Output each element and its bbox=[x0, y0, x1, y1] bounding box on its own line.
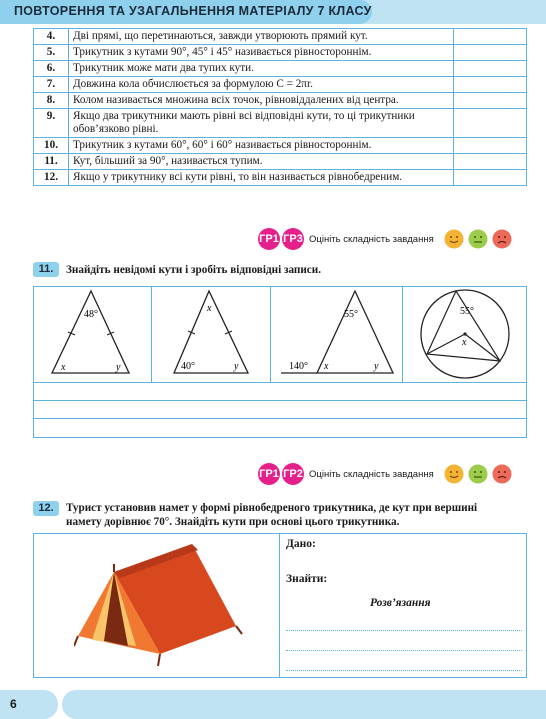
tent-image bbox=[74, 542, 244, 670]
answer-line bbox=[34, 400, 526, 401]
task-11-grid bbox=[33, 286, 527, 438]
statement-number: 4. bbox=[34, 29, 69, 45]
box-divider bbox=[279, 534, 280, 677]
task-11-number: 11. bbox=[33, 262, 59, 277]
statement-number: 11. bbox=[34, 154, 69, 170]
medium-face-icon[interactable] bbox=[468, 229, 488, 249]
angle-label: 48° bbox=[84, 309, 98, 320]
find-label: Знайти: bbox=[286, 573, 328, 585]
angle-label: y bbox=[234, 361, 239, 372]
angle-label: x bbox=[462, 337, 467, 348]
answer-line bbox=[286, 630, 522, 631]
statement-number: 12. bbox=[34, 170, 69, 186]
answer-line bbox=[34, 418, 526, 419]
hard-face-icon[interactable] bbox=[492, 464, 512, 484]
statement-row bbox=[34, 45, 527, 61]
statement-text: Трикутник з кутами 90°, 45° і 45° називається рівностороннім. bbox=[69, 45, 454, 61]
solution-label: Розв’язання bbox=[370, 597, 431, 609]
answer-cell[interactable] bbox=[454, 170, 527, 186]
page-footer bbox=[0, 690, 546, 719]
angle-label: x bbox=[207, 303, 212, 314]
statement-row bbox=[34, 77, 527, 93]
medium-face-icon[interactable] bbox=[468, 464, 488, 484]
task-12-text-line-1: Турист установив намет у формі рівнобедреного трикутника, де кут при вершині bbox=[66, 502, 478, 514]
statement-row bbox=[34, 154, 527, 170]
statement-number: 7. bbox=[34, 77, 69, 93]
answer-line bbox=[286, 650, 522, 651]
statement-text: Колом називається множина всіх точок, рівновіддалених від центра. bbox=[69, 93, 454, 109]
footer-band bbox=[62, 690, 546, 719]
angle-label: y bbox=[374, 361, 379, 372]
group-badge: ГР1 bbox=[258, 463, 280, 485]
statement-row bbox=[34, 61, 527, 77]
statement-row bbox=[34, 109, 527, 138]
task-12-box bbox=[33, 533, 527, 678]
answer-cell[interactable] bbox=[454, 93, 527, 109]
task-11-text: Знайдіть невідомі кути і зробіть відповідні записи. bbox=[66, 264, 322, 276]
statement-row bbox=[34, 138, 527, 154]
easy-face-icon[interactable] bbox=[444, 229, 464, 249]
angle-label: 55° bbox=[344, 309, 358, 320]
statement-number: 8. bbox=[34, 93, 69, 109]
angle-label: 140° bbox=[289, 361, 308, 372]
statement-row bbox=[34, 93, 527, 109]
circle-figure-4 bbox=[403, 287, 526, 382]
answer-line bbox=[34, 382, 526, 383]
statement-number: 10. bbox=[34, 138, 69, 154]
page-number: 6 bbox=[10, 697, 17, 711]
angle-label: x bbox=[61, 362, 66, 373]
group-badge: ГР2 bbox=[282, 463, 304, 485]
group-badge: ГР1 bbox=[258, 228, 280, 250]
statement-number: 5. bbox=[34, 45, 69, 61]
given-label: Дано: bbox=[286, 538, 316, 550]
angle-label: y bbox=[116, 362, 121, 373]
answer-cell[interactable] bbox=[454, 138, 527, 154]
answer-line bbox=[286, 670, 522, 671]
difficulty-rating-1 bbox=[258, 228, 512, 250]
difficulty-rating-2 bbox=[258, 463, 512, 485]
statement-text: Довжина кола обчислюється за формулою C = 2πr. bbox=[69, 77, 454, 93]
page-header bbox=[0, 0, 546, 24]
header-title: ПОВТОРЕННЯ ТА УЗАГАЛЬНЕННЯ МАТЕРІАЛУ 7 КЛАСУ bbox=[14, 4, 372, 18]
task-12-text-line-2: намету дорівнює 70°. Знайдіть кути при основі цього трикутника. bbox=[66, 516, 400, 528]
answer-cell[interactable] bbox=[454, 77, 527, 93]
rating-label: Оцініть складність завдання bbox=[309, 468, 434, 480]
angle-label: 55° bbox=[460, 306, 474, 317]
statement-text: Якщо у трикутнику всі кути рівні, то він називається рівнобедреним. bbox=[69, 170, 454, 186]
statements-table bbox=[33, 28, 527, 186]
rating-label: Оцініть складність завдання bbox=[309, 233, 434, 245]
hard-face-icon[interactable] bbox=[492, 229, 512, 249]
task-12-number: 12. bbox=[33, 501, 59, 516]
statement-text: Дві прямі, що перетинаються, завжди утворюють прямий кут. bbox=[69, 29, 454, 45]
page-number-tab bbox=[0, 690, 58, 719]
statement-text: Трикутник з кутами 60°, 60° і 60° називається рівностороннім. bbox=[69, 138, 454, 154]
triangle-figure-3 bbox=[271, 287, 402, 382]
angle-label: 40° bbox=[181, 361, 195, 372]
statement-number: 9. bbox=[34, 109, 69, 138]
answer-cell[interactable] bbox=[454, 45, 527, 61]
triangle-figure-2 bbox=[152, 287, 270, 382]
triangle-figure-1 bbox=[34, 287, 151, 382]
answer-cell[interactable] bbox=[454, 61, 527, 77]
statement-row bbox=[34, 29, 527, 45]
answer-cell[interactable] bbox=[454, 109, 527, 138]
easy-face-icon[interactable] bbox=[444, 464, 464, 484]
angle-label: x bbox=[324, 361, 329, 372]
statement-text: Трикутник може мати два тупих кути. bbox=[69, 61, 454, 77]
statement-number: 6. bbox=[34, 61, 69, 77]
statement-text: Якщо два трикутники мають рівні всі відповідні кути, то ці трикутники обов’язково рівні. bbox=[69, 109, 454, 138]
answer-cell[interactable] bbox=[454, 29, 527, 45]
statement-row bbox=[34, 170, 527, 186]
statement-text: Кут, більший за 90°, називається тупим. bbox=[69, 154, 454, 170]
answer-cell[interactable] bbox=[454, 154, 527, 170]
group-badge: ГР3 bbox=[282, 228, 304, 250]
